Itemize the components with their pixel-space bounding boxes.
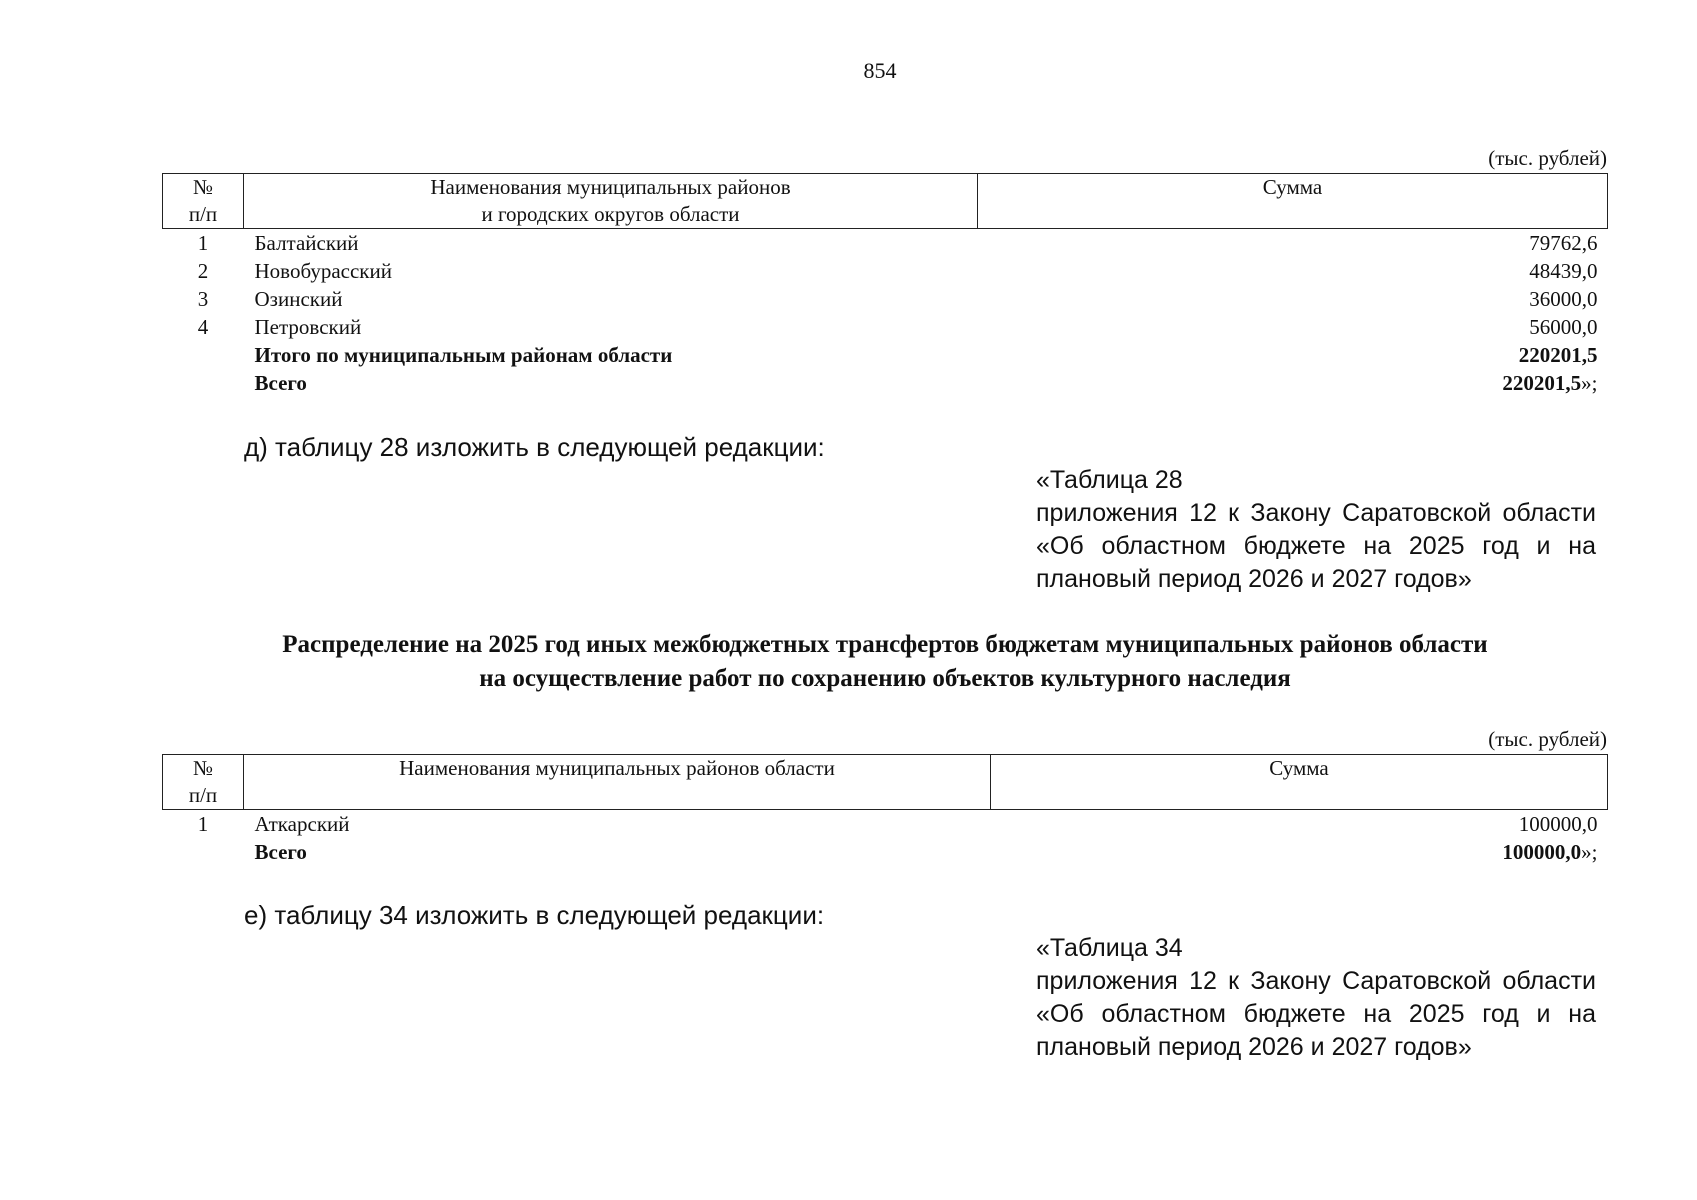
row-num: 2 bbox=[197, 259, 209, 283]
subtotal-row bbox=[163, 341, 1608, 369]
row-name: Озинский bbox=[254, 287, 343, 311]
table-districts-2 bbox=[162, 754, 1608, 866]
total-cell bbox=[978, 369, 1608, 397]
header-num-line2: п/п bbox=[188, 202, 218, 226]
units-label-table1: (тыс. рублей) bbox=[1488, 146, 1607, 170]
row-num: 3 bbox=[197, 287, 209, 311]
row-name: Новобурасский bbox=[254, 259, 392, 283]
header-name-line2: и городских округов области bbox=[481, 202, 740, 226]
header-num bbox=[163, 174, 244, 229]
attachment-note-28 bbox=[1036, 464, 1596, 596]
attachment-note-34 bbox=[1036, 932, 1596, 1064]
total-cell bbox=[991, 838, 1608, 866]
row-sum: 48439,0 bbox=[1529, 259, 1598, 283]
header-num-line1: № bbox=[192, 175, 214, 199]
table-row bbox=[163, 810, 1608, 839]
row-sum: 36000,0 bbox=[1529, 287, 1598, 311]
heading-line2: на осуществление работ по сохранению объектов культурного наследия bbox=[479, 665, 1291, 692]
row-sum: 56000,0 bbox=[1529, 315, 1598, 339]
header-num bbox=[163, 755, 244, 810]
header-num-line1: № bbox=[192, 756, 214, 780]
row-num: 1 bbox=[197, 231, 209, 255]
row-name: Петровский bbox=[254, 315, 362, 339]
attachment-text: приложения 12 к Закону Саратовской области «Об областном бюджете на 2025 год и на плановый период 2026 и 2027 годов» bbox=[1036, 499, 1596, 593]
header-name bbox=[244, 174, 978, 229]
table-row bbox=[163, 257, 1608, 285]
attachment-title: «Таблица 34 bbox=[1036, 934, 1183, 962]
units-label-table2: (тыс. рублей) bbox=[1488, 727, 1607, 751]
table-row bbox=[163, 285, 1608, 313]
header-sum: Сумма bbox=[978, 174, 1608, 229]
total-sum: 100000,0 bbox=[1502, 840, 1582, 864]
attachment-title: «Таблица 28 bbox=[1036, 466, 1183, 494]
instruction-d: д) таблицу 28 изложить в следующей редакции: bbox=[244, 432, 825, 462]
subtotal-sum: 220201,5 bbox=[1518, 343, 1598, 367]
table-header-row bbox=[163, 755, 1608, 810]
total-label: Всего bbox=[254, 371, 307, 395]
instruction-e: е) таблицу 34 изложить в следующей редакции: bbox=[244, 900, 825, 930]
header-name-line1: Наименования муниципальных районов bbox=[430, 175, 791, 199]
page-number: 854 bbox=[863, 58, 897, 83]
table-header-row bbox=[163, 174, 1608, 229]
header-num-line2: п/п bbox=[188, 783, 218, 807]
closing-quote: »; bbox=[1581, 371, 1598, 395]
row-num: 1 bbox=[197, 812, 209, 836]
header-sum: Сумма bbox=[991, 755, 1608, 810]
row-sum: 79762,6 bbox=[1529, 231, 1598, 255]
header-name: Наименования муниципальных районов области bbox=[244, 755, 991, 810]
total-label: Всего bbox=[254, 840, 307, 864]
row-num: 4 bbox=[197, 315, 209, 339]
row-name: Аткарский bbox=[254, 812, 350, 836]
total-sum: 220201,5 bbox=[1502, 371, 1582, 395]
heading-line1: Распределение на 2025 год иных межбюджетных трансфертов бюджетам муниципальных районов области bbox=[282, 631, 1488, 658]
subtotal-label: Итого по муниципальным районам области bbox=[254, 343, 673, 367]
closing-quote: »; bbox=[1581, 840, 1598, 864]
row-sum: 100000,0 bbox=[1518, 812, 1598, 836]
total-row bbox=[163, 369, 1608, 397]
row-name: Балтайский bbox=[254, 231, 359, 255]
table-districts-1 bbox=[162, 173, 1608, 397]
table-row bbox=[163, 313, 1608, 341]
table-heading bbox=[160, 628, 1610, 696]
table-row bbox=[163, 229, 1608, 258]
total-row bbox=[163, 838, 1608, 866]
attachment-text: приложения 12 к Закону Саратовской области «Об областном бюджете на 2025 год и на плановый период 2026 и 2027 годов» bbox=[1036, 967, 1596, 1061]
